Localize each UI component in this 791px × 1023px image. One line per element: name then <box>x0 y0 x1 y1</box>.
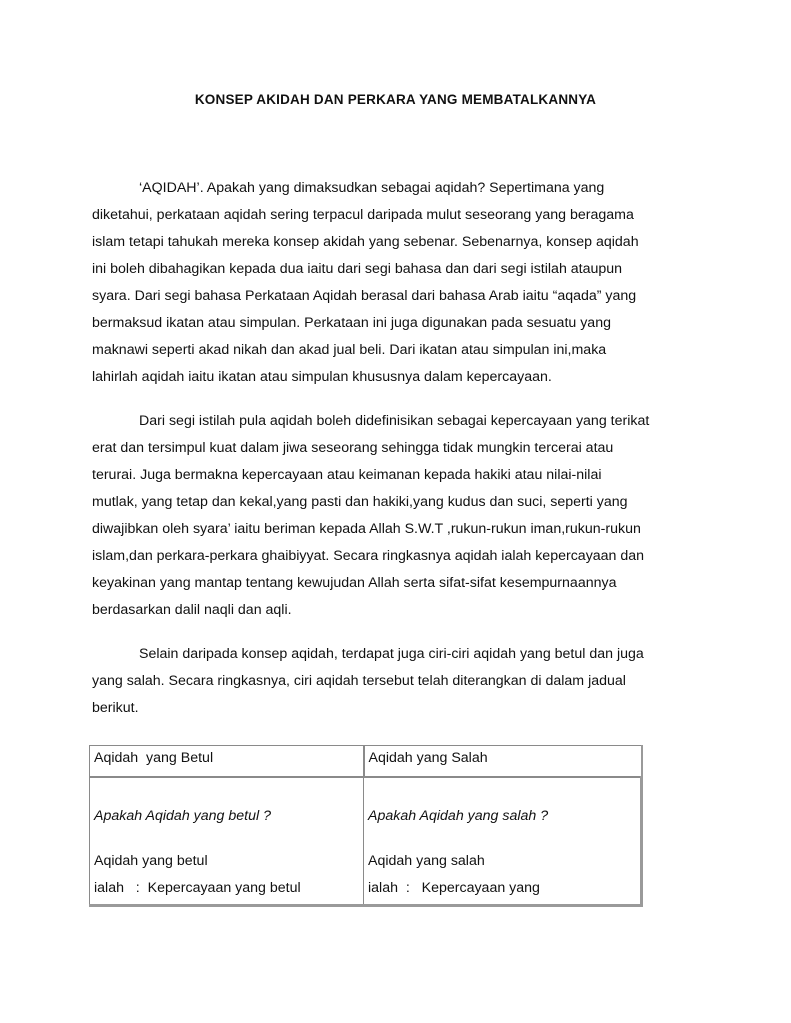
aqidah-comparison-table <box>89 745 643 907</box>
paragraph-line: bermaksud ikatan atau simpulan. Perkataan ini juga digunakan pada sesuatu yang <box>92 315 611 331</box>
paragraph-line: diketahui, perkataan aqidah sering terpacul daripada mulut seseorang yang beragama <box>92 207 634 223</box>
table-header-cell <box>90 746 364 778</box>
paragraph-istilah <box>92 408 704 624</box>
paragraph-line: terurai. Juga bermakna kepercayaan atau keimanan kepada hakiki atau nilai-nilai <box>92 467 602 483</box>
paragraph-ciri-aqidah <box>92 641 704 722</box>
paragraph-line: islam tetapi tahukah mereka konsep akidah yang sebenar. Sebenarnya, konsep aqidah <box>92 234 639 250</box>
paragraph-line: keyakinan yang mantap tentang kewujudan Allah serta sifat-sifat kesempurnaannya <box>92 575 617 591</box>
page-title: KONSEP AKIDAH DAN PERKARA YANG MEMBATALKANNYA <box>194 92 597 107</box>
table-header-row <box>90 746 642 778</box>
paragraph-line: ini boleh dibahagikan kepada dua iaitu dari segi bahasa dan dari segi istilah ataupun <box>92 261 623 277</box>
question-betul: Apakah Aqidah yang betul ? <box>94 808 271 824</box>
question-salah: Apakah Aqidah yang salah ? <box>368 808 549 824</box>
paragraph-line: syara. Dari segi bahasa Perkataan Aqidah berasal dari bahasa Arab iaitu “aqada” yang <box>92 288 637 304</box>
paragraph-line: mutlak, yang tetap dan kekal,yang pasti dan hakiki,yang kudus dan suci, seperti yang <box>92 494 628 510</box>
paragraph-line: yang salah. Secara ringkasnya, ciri aqidah tersebut telah diterangkan di dalam jadual <box>92 673 626 689</box>
sub-title-text: Aqidah yang salah <box>368 853 485 869</box>
paragraph-line: erat dan tersimpul kuat dalam jiwa seseorang sehingga tidak mungkin tercerai atau <box>92 440 614 456</box>
paragraph-line: diwajibkan oleh syara’ iaitu beriman kepada Allah S.W.T ,rukun-rukun iman,rukun-rukun <box>92 521 641 537</box>
paragraph-line: ‘AQIDAH’. Apakah yang dimaksudkan sebagai aqidah? Sepertimana yang <box>139 180 605 196</box>
paragraph-line: lahirlah aqidah iaitu ikatan atau simpulan khususnya dalam kepercayaan. <box>92 369 552 385</box>
sub-title-text: Aqidah yang betul <box>94 853 208 869</box>
definition-text: ialah : Kepercayaan yang betul <box>94 880 301 896</box>
definition-text: ialah : Kepercayaan yang <box>368 880 540 896</box>
paragraph-line: Selain daripada konsep aqidah, terdapat juga ciri-ciri aqidah yang betul dan juga <box>139 646 644 662</box>
table-header-cell <box>364 746 642 778</box>
sub-title-betul <box>94 848 359 902</box>
paragraph-aqidah-definition <box>92 175 704 391</box>
paragraph-line: islam,dan perkara-perkara ghaibiyyat. Secara ringkasnya aqidah ialah kepercayaan dan <box>92 548 645 564</box>
paragraph-line: Dari segi istilah pula aqidah boleh didefinisikan sebagai kepercayaan yang terikat <box>139 413 650 429</box>
table-header-betul: Aqidah yang Betul <box>94 750 214 766</box>
table-cell-betul <box>90 777 364 906</box>
paragraph-line: berdasarkan dalil naqli dan aqli. <box>92 602 292 618</box>
paragraph-line: maknawi seperti akad nikah dan akad jual beli. Dari ikatan atau simpulan ini,maka <box>92 342 607 358</box>
table-cell-salah <box>364 777 642 906</box>
sub-title-salah <box>368 848 636 902</box>
paragraph-line: berikut. <box>92 700 139 716</box>
table-row <box>90 777 642 906</box>
table-header-salah: Aqidah yang Salah <box>368 750 488 766</box>
